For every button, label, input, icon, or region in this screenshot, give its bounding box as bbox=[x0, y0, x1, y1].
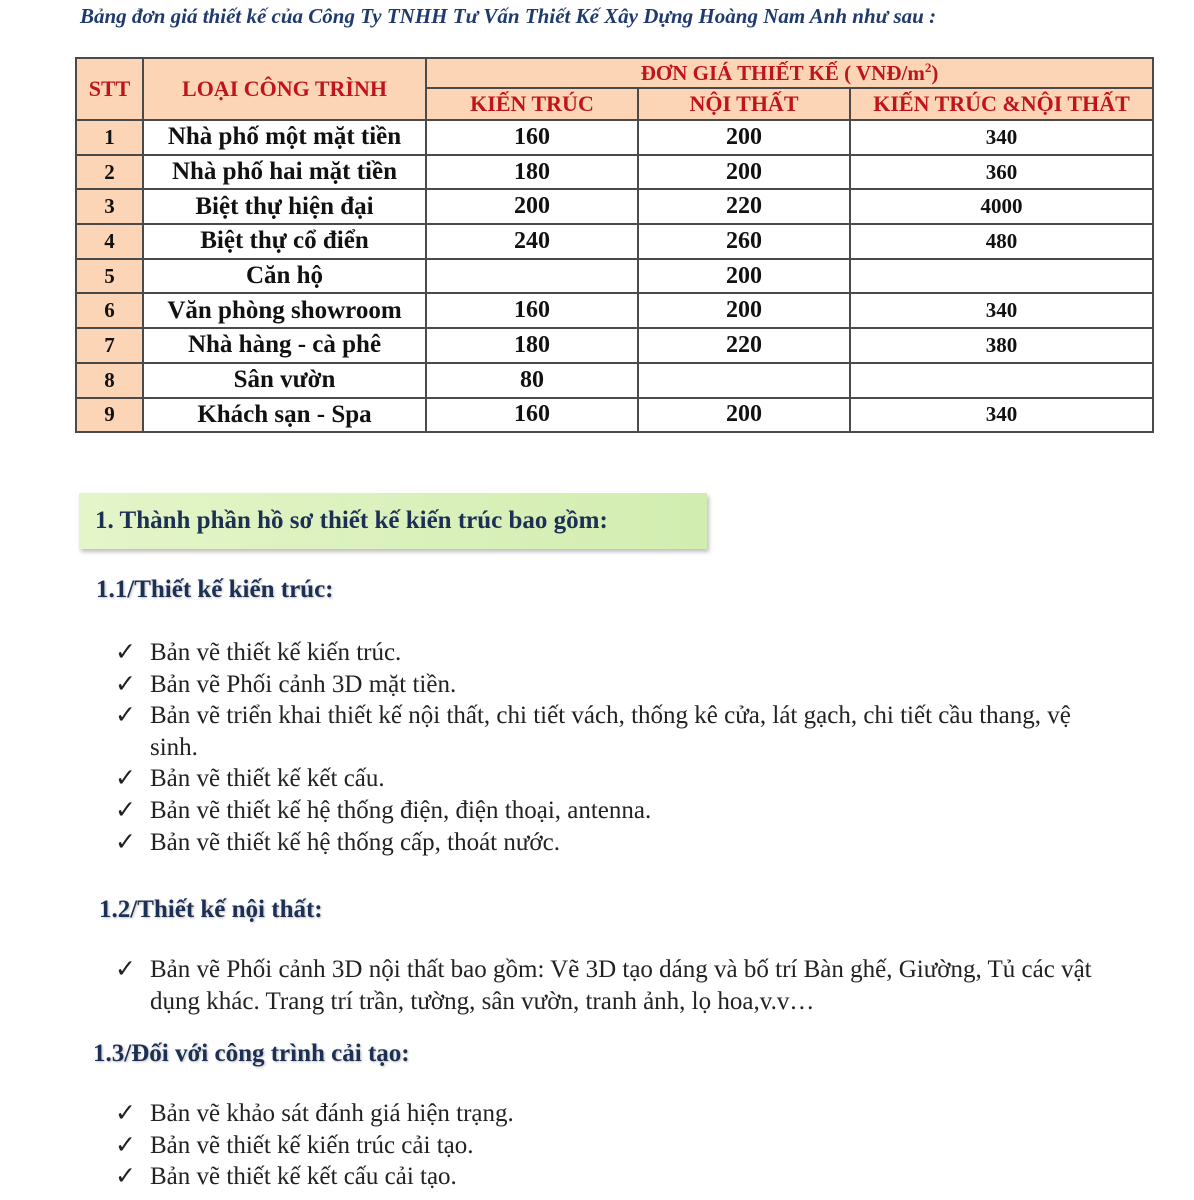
cell-architecture-interior: 380 bbox=[850, 328, 1153, 363]
table-row bbox=[76, 155, 1153, 190]
cell-architecture: 200 bbox=[426, 189, 638, 224]
check-mark-icon: ✓ bbox=[115, 639, 136, 666]
check-mark-icon: ✓ bbox=[115, 1163, 136, 1191]
cell-stt: 5 bbox=[76, 259, 143, 294]
list-item-text: Bản vẽ khảo sát đánh giá hiện trạng. bbox=[150, 1100, 514, 1127]
check-mark-icon: ✓ bbox=[115, 956, 136, 983]
table-row bbox=[76, 293, 1153, 328]
table-row bbox=[76, 120, 1153, 155]
list-1-1 bbox=[115, 637, 1075, 858]
cell-architecture: 240 bbox=[426, 224, 638, 259]
list-item-text: Bản vẽ thiết kế kiến trúc. bbox=[150, 639, 402, 666]
check-mark-icon: ✓ bbox=[115, 1100, 136, 1127]
table-row bbox=[76, 259, 1153, 294]
check-mark-icon: ✓ bbox=[115, 796, 136, 824]
list-item bbox=[115, 763, 1075, 795]
list-item-text: Bản vẽ thiết kế kết cấu. bbox=[150, 765, 385, 793]
list-item bbox=[115, 669, 1075, 701]
cell-stt: 8 bbox=[76, 363, 143, 398]
cell-interior: 200 bbox=[638, 259, 850, 294]
cell-architecture: 180 bbox=[426, 328, 638, 363]
cell-stt: 2 bbox=[76, 155, 143, 190]
cell-architecture bbox=[426, 259, 638, 294]
check-mark-icon: ✓ bbox=[115, 670, 136, 698]
table-row bbox=[76, 398, 1153, 433]
table-row bbox=[76, 328, 1153, 363]
list-item bbox=[115, 637, 1075, 669]
cell-architecture-interior: 360 bbox=[850, 155, 1153, 190]
cell-stt: 6 bbox=[76, 293, 143, 328]
check-mark-icon: ✓ bbox=[115, 828, 136, 856]
header-type: LOẠI CÔNG TRÌNH bbox=[143, 58, 426, 120]
list-item bbox=[115, 954, 1115, 1017]
cell-architecture-interior: 340 bbox=[850, 293, 1153, 328]
subsection-heading-1-2: 1.2/Thiết kế nội thất: bbox=[99, 896, 323, 923]
cell-interior: 220 bbox=[638, 328, 850, 363]
price-table bbox=[75, 57, 1154, 433]
cell-architecture-interior: 340 bbox=[850, 120, 1153, 155]
cell-architecture: 160 bbox=[426, 120, 638, 155]
list-1-2 bbox=[115, 954, 1115, 1017]
cell-stt: 1 bbox=[76, 120, 143, 155]
cell-type: Biệt thự hiện đại bbox=[143, 189, 426, 224]
cell-type: Sân vườn bbox=[143, 363, 426, 398]
check-mark-icon: ✓ bbox=[115, 1131, 136, 1159]
cell-architecture: 80 bbox=[426, 363, 638, 398]
header-interior: NỘI THẤT bbox=[638, 88, 850, 120]
table-row bbox=[76, 363, 1153, 398]
cell-stt: 4 bbox=[76, 224, 143, 259]
cell-architecture: 160 bbox=[426, 293, 638, 328]
header-stt: STT bbox=[76, 58, 143, 120]
header-unit-price: ĐƠN GIÁ THIẾT KẾ ( VNĐ/$m^2$) bbox=[426, 58, 1153, 88]
cell-interior bbox=[638, 363, 850, 398]
check-mark-icon: ✓ bbox=[115, 702, 136, 730]
cell-type: Căn hộ bbox=[143, 259, 426, 294]
header-architecture-interior: KIẾN TRÚC &NỘI THẤT bbox=[850, 88, 1153, 120]
header-architecture: KIẾN TRÚC bbox=[426, 88, 638, 120]
section-heading-1: 1. Thành phần hồ sơ thiết kế kiến trúc bao gồm: bbox=[79, 493, 707, 549]
cell-architecture: 180 bbox=[426, 155, 638, 190]
cell-architecture-interior bbox=[850, 363, 1153, 398]
cell-architecture-interior: 340 bbox=[850, 398, 1153, 433]
cell-interior: 200 bbox=[638, 155, 850, 190]
list-item bbox=[115, 795, 1075, 827]
cell-type: Nhà phố một mặt tiền bbox=[143, 120, 426, 155]
subsection-heading-1-3: 1.3/Đối với công trình cải tạo: bbox=[93, 1040, 410, 1067]
cell-stt: 3 bbox=[76, 189, 143, 224]
list-item-text: Bản vẽ Phối cảnh 3D mặt tiền. bbox=[150, 670, 457, 698]
list-item-text: Bản vẽ thiết kế hệ thống điện, điện thoại, antenna. bbox=[150, 796, 652, 824]
list-item bbox=[115, 1130, 1075, 1162]
table-row bbox=[76, 189, 1153, 224]
cell-architecture: 160 bbox=[426, 398, 638, 433]
list-item-text: Bản vẽ thiết kế kiến trúc cải tạo. bbox=[150, 1131, 474, 1159]
list-item-text: Bản vẽ triển khai thiết kế nội thất, chi tiết vách, thống kê cửa, lát gạch, chi tiết cầu thang, vệ sinh. bbox=[150, 702, 1071, 761]
table-row bbox=[76, 224, 1153, 259]
subsection-heading-1-1: 1.1/Thiết kế kiến trúc: bbox=[96, 576, 334, 603]
list-item-text: Bản vẽ thiết kế kết cấu cải tạo. bbox=[150, 1163, 457, 1191]
list-item-text: Bản vẽ Phối cảnh 3D nội thất bao gồm: Vẽ 3D tạo dáng và bố trí Bàn ghế, Giường, Tủ các vật dụng khác. Trang trí trần, tường, sân vườn, tranh ảnh, lọ hoa,v.v… bbox=[150, 956, 1092, 1015]
list-item bbox=[115, 1161, 1075, 1193]
cell-interior: 200 bbox=[638, 398, 850, 433]
list-item-text: Bản vẽ thiết kế hệ thống cấp, thoát nước. bbox=[150, 828, 560, 856]
cell-interior: 220 bbox=[638, 189, 850, 224]
cell-type: Khách sạn - Spa bbox=[143, 398, 426, 433]
list-item bbox=[115, 700, 1075, 763]
cell-stt: 7 bbox=[76, 328, 143, 363]
cell-architecture-interior: 4000 bbox=[850, 189, 1153, 224]
cell-architecture-interior: 480 bbox=[850, 224, 1153, 259]
cell-stt: 9 bbox=[76, 398, 143, 433]
cell-interior: 200 bbox=[638, 293, 850, 328]
cell-type: Văn phòng showroom bbox=[143, 293, 426, 328]
cell-interior: 200 bbox=[638, 120, 850, 155]
check-mark-icon: ✓ bbox=[115, 765, 136, 793]
intro-text: Bảng đơn giá thiết kế của Công Ty TNHH Tư Vấn Thiết Kế Xây Dựng Hoàng Nam Anh như sau : bbox=[80, 4, 937, 28]
cell-architecture-interior bbox=[850, 259, 1153, 294]
cell-interior: 260 bbox=[638, 224, 850, 259]
list-item bbox=[115, 827, 1075, 859]
cell-type: Biệt thự cổ điển bbox=[143, 224, 426, 259]
cell-type: Nhà hàng - cà phê bbox=[143, 328, 426, 363]
cell-type: Nhà phố hai mặt tiền bbox=[143, 155, 426, 190]
list-1-3 bbox=[115, 1098, 1075, 1193]
list-item bbox=[115, 1098, 1075, 1130]
